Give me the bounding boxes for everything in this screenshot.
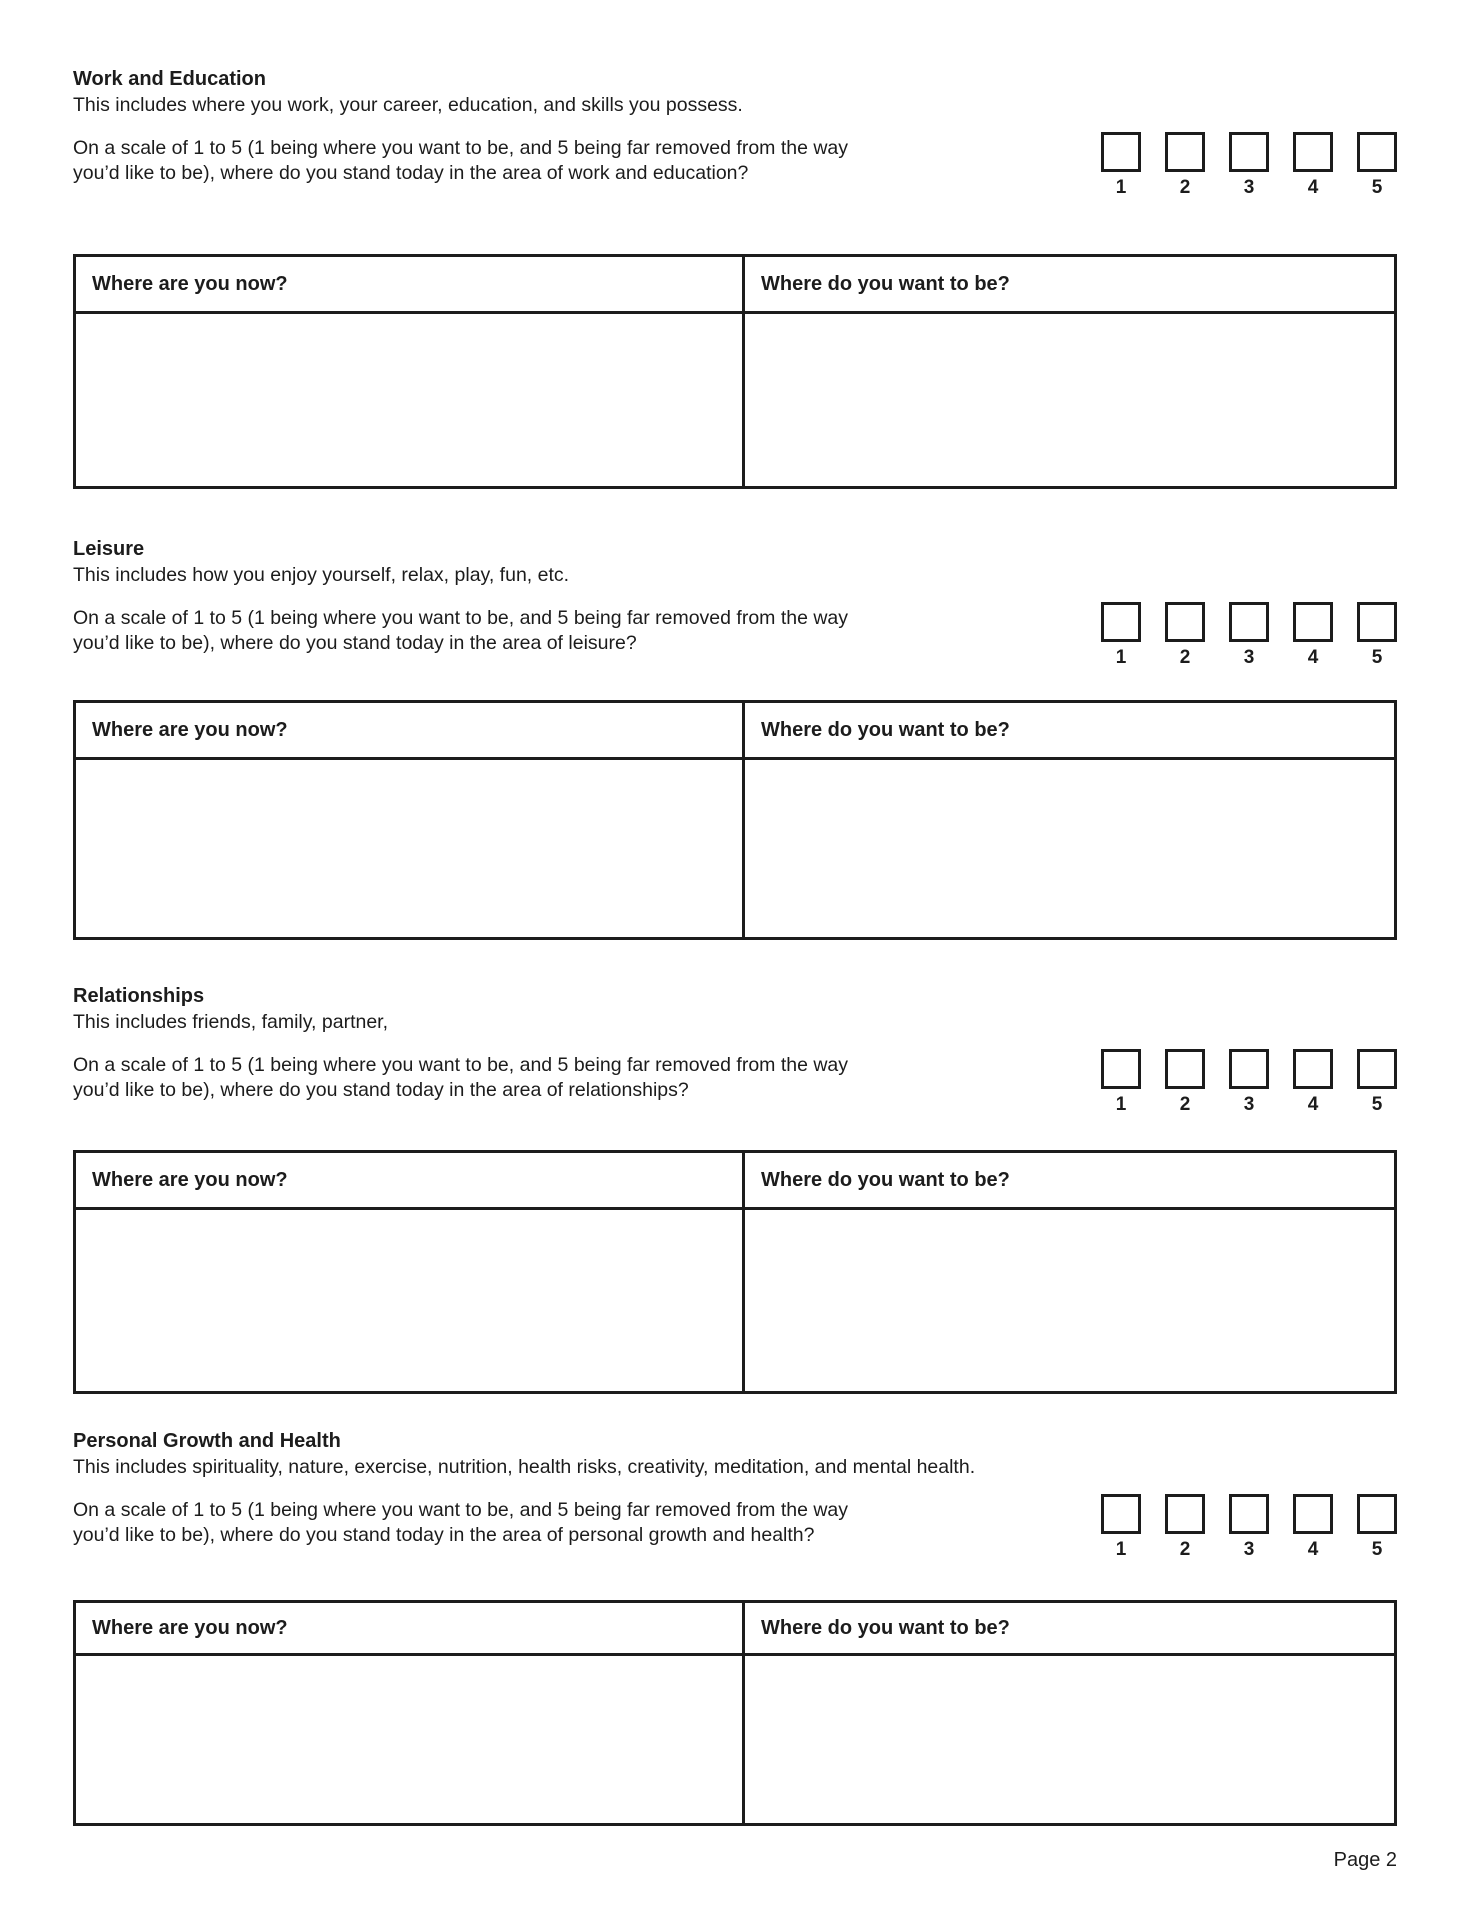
scale-checkbox-2[interactable] xyxy=(1165,602,1205,642)
scale-checkbox-5[interactable] xyxy=(1357,602,1397,642)
answer-cell-want[interactable] xyxy=(745,1210,1394,1391)
scale-option-2 xyxy=(1165,1049,1205,1116)
answers-table-body xyxy=(76,760,1394,937)
scale-option-5 xyxy=(1357,1494,1397,1561)
section-title: Personal Growth and Health xyxy=(73,1430,341,1452)
scale-checkbox-2[interactable] xyxy=(1165,132,1205,172)
scale-checkbox-5[interactable] xyxy=(1357,132,1397,172)
scale-number-5: 5 xyxy=(1371,1539,1383,1560)
scale-option-4 xyxy=(1293,1494,1333,1561)
answers-table xyxy=(73,254,1397,489)
answers-table xyxy=(73,1150,1397,1394)
section-work-and-education xyxy=(73,66,1397,489)
question-row xyxy=(73,136,1397,199)
section-title: Leisure xyxy=(73,538,145,560)
scale-option-4 xyxy=(1293,132,1333,199)
section-title: Work and Education xyxy=(73,68,266,90)
scale-checkbox-3[interactable] xyxy=(1229,602,1269,642)
scale-question xyxy=(73,1498,903,1548)
table-header-want: Where do you want to be? xyxy=(761,272,1010,295)
scale-checkbox-5[interactable] xyxy=(1357,1494,1397,1534)
scale-checkbox-4[interactable] xyxy=(1293,1494,1333,1534)
answers-table-header xyxy=(76,1153,1394,1210)
answers-table-header xyxy=(76,703,1394,760)
scale-question xyxy=(73,606,903,656)
question-line-1: On a scale of 1 to 5 (1 being where you want to be, and 5 being far removed from the way xyxy=(73,607,849,629)
section-description: This includes spirituality, nature, exercise, nutrition, health risks, creativity, meditation, and mental health. xyxy=(73,1456,976,1478)
answers-table-body xyxy=(76,1210,1394,1391)
rating-scale xyxy=(1101,602,1397,669)
scale-checkbox-2[interactable] xyxy=(1165,1049,1205,1089)
answers-table-header xyxy=(76,257,1394,314)
table-header-now: Where are you now? xyxy=(76,257,745,311)
page-number: Page 2 xyxy=(1333,1849,1397,1871)
scale-option-1 xyxy=(1101,1049,1141,1116)
answer-cell-want[interactable] xyxy=(745,314,1394,486)
question-row xyxy=(73,606,1397,669)
answers-table xyxy=(73,1600,1397,1826)
scale-number-4: 4 xyxy=(1307,1539,1319,1560)
scale-number-4: 4 xyxy=(1307,177,1319,198)
scale-option-2 xyxy=(1165,602,1205,669)
scale-option-3 xyxy=(1229,602,1269,669)
question-line-2: you’d like to be), where do you stand today in the area of work and education? xyxy=(73,162,749,184)
scale-option-4 xyxy=(1293,602,1333,669)
scale-number-3: 3 xyxy=(1243,647,1255,668)
scale-number-4: 4 xyxy=(1307,647,1319,668)
scale-number-2: 2 xyxy=(1179,647,1191,668)
question-line-1: On a scale of 1 to 5 (1 being where you want to be, and 5 being far removed from the way xyxy=(73,137,849,159)
section-personal-growth-and-health xyxy=(73,1428,1397,1826)
scale-number-3: 3 xyxy=(1243,177,1255,198)
answer-cell-want[interactable] xyxy=(745,1656,1394,1823)
question-line-2: you’d like to be), where do you stand today in the area of relationships? xyxy=(73,1079,689,1101)
table-header-now: Where are you now? xyxy=(76,1603,745,1653)
scale-number-5: 5 xyxy=(1371,177,1383,198)
answers-table-body xyxy=(76,1656,1394,1823)
scale-option-4 xyxy=(1293,1049,1333,1116)
table-header-now: Where are you now? xyxy=(76,1153,745,1207)
table-header-want: Where do you want to be? xyxy=(761,718,1010,741)
scale-option-5 xyxy=(1357,602,1397,669)
answer-cell-want[interactable] xyxy=(745,760,1394,937)
scale-option-1 xyxy=(1101,602,1141,669)
answers-table-header xyxy=(76,1603,1394,1656)
answer-cell-now[interactable] xyxy=(76,314,745,486)
scale-number-1: 1 xyxy=(1115,647,1127,668)
table-header-want: Where do you want to be? xyxy=(761,1616,1010,1639)
scale-number-3: 3 xyxy=(1243,1094,1255,1115)
scale-checkbox-1[interactable] xyxy=(1101,1494,1141,1534)
scale-option-3 xyxy=(1229,1049,1269,1116)
answer-cell-now[interactable] xyxy=(76,760,745,937)
scale-checkbox-1[interactable] xyxy=(1101,602,1141,642)
scale-option-3 xyxy=(1229,1494,1269,1561)
section-description: This includes where you work, your career, education, and skills you possess. xyxy=(73,94,743,116)
table-header-now: Where are you now? xyxy=(76,703,745,757)
scale-number-4: 4 xyxy=(1307,1094,1319,1115)
question-line-2: you’d like to be), where do you stand today in the area of leisure? xyxy=(73,632,637,654)
scale-number-2: 2 xyxy=(1179,1539,1191,1560)
question-line-1: On a scale of 1 to 5 (1 being where you want to be, and 5 being far removed from the way xyxy=(73,1054,849,1076)
scale-checkbox-2[interactable] xyxy=(1165,1494,1205,1534)
scale-option-3 xyxy=(1229,132,1269,199)
section-description: This includes how you enjoy yourself, relax, play, fun, etc. xyxy=(73,564,570,586)
answer-cell-now[interactable] xyxy=(76,1656,745,1823)
rating-scale xyxy=(1101,1049,1397,1116)
answers-table-body xyxy=(76,314,1394,486)
rating-scale xyxy=(1101,132,1397,199)
question-row xyxy=(73,1498,1397,1561)
scale-number-5: 5 xyxy=(1371,1094,1383,1115)
scale-number-1: 1 xyxy=(1115,177,1127,198)
scale-option-2 xyxy=(1165,1494,1205,1561)
answers-table xyxy=(73,700,1397,940)
scale-number-5: 5 xyxy=(1371,647,1383,668)
scale-checkbox-1[interactable] xyxy=(1101,1049,1141,1089)
scale-option-1 xyxy=(1101,1494,1141,1561)
section-leisure xyxy=(73,536,1397,940)
rating-scale xyxy=(1101,1494,1397,1561)
scale-number-1: 1 xyxy=(1115,1094,1127,1115)
scale-checkbox-4[interactable] xyxy=(1293,1049,1333,1089)
scale-number-3: 3 xyxy=(1243,1539,1255,1560)
scale-checkbox-3[interactable] xyxy=(1229,1049,1269,1089)
scale-question xyxy=(73,1053,903,1103)
section-description: This includes friends, family, partner, xyxy=(73,1011,389,1033)
scale-option-5 xyxy=(1357,132,1397,199)
scale-checkbox-5[interactable] xyxy=(1357,1049,1397,1089)
scale-checkbox-4[interactable] xyxy=(1293,132,1333,172)
scale-option-5 xyxy=(1357,1049,1397,1116)
section-title: Relationships xyxy=(73,985,205,1007)
section-relationships xyxy=(73,983,1397,1394)
scale-question xyxy=(73,136,903,186)
scale-number-1: 1 xyxy=(1115,1539,1127,1560)
scale-checkbox-3[interactable] xyxy=(1229,1494,1269,1534)
scale-checkbox-3[interactable] xyxy=(1229,132,1269,172)
scale-option-2 xyxy=(1165,132,1205,199)
question-line-1: On a scale of 1 to 5 (1 being where you want to be, and 5 being far removed from the way xyxy=(73,1499,849,1521)
scale-checkbox-4[interactable] xyxy=(1293,602,1333,642)
scale-option-1 xyxy=(1101,132,1141,199)
scale-checkbox-1[interactable] xyxy=(1101,132,1141,172)
question-line-2: you’d like to be), where do you stand today in the area of personal growth and health? xyxy=(73,1524,815,1546)
question-row xyxy=(73,1053,1397,1116)
table-header-want: Where do you want to be? xyxy=(761,1168,1010,1191)
answer-cell-now[interactable] xyxy=(76,1210,745,1391)
scale-number-2: 2 xyxy=(1179,177,1191,198)
scale-number-2: 2 xyxy=(1179,1094,1191,1115)
